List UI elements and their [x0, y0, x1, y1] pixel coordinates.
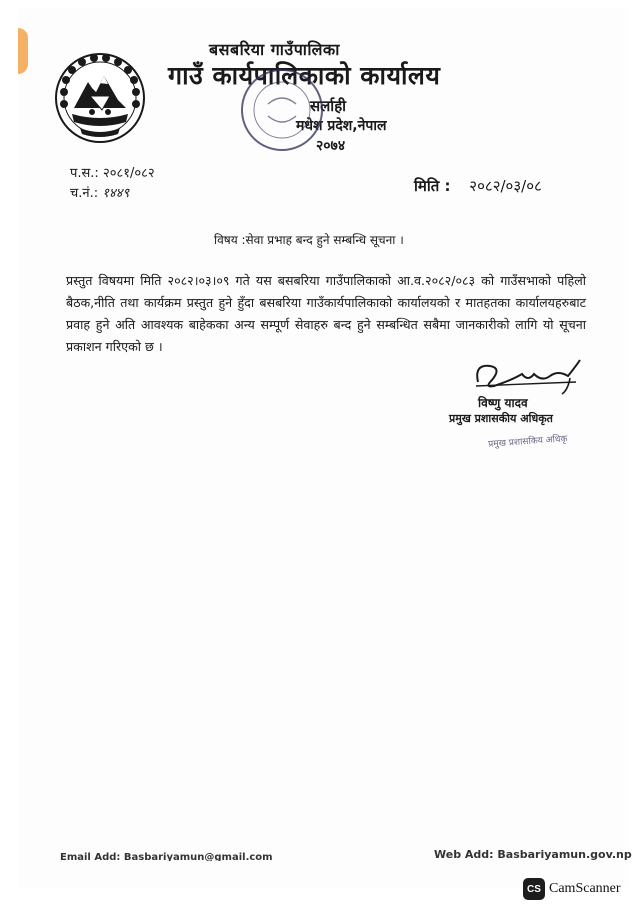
signature-icon [472, 356, 584, 396]
dispatch-number [70, 183, 129, 201]
date-value: २०८२/०३/०८ [469, 177, 542, 195]
office-title: गाउँ कार्यपालिकाको कार्यालय [168, 61, 441, 90]
dispatch-label: च.नं.: [70, 186, 99, 201]
subject-line: विषय :सेवा प्रभाह बन्द हुने सम्बन्धि सूचना । [214, 233, 404, 247]
signatory-title: प्रमुख प्रशासकीय अधिकृत [449, 412, 553, 425]
address-province: मधेश प्रदेश,नेपाल [296, 118, 387, 134]
camscanner-icon: CS [523, 878, 545, 900]
camscanner-watermark [523, 878, 621, 900]
nepal-emblem-icon [54, 52, 146, 144]
dispatch-value: १४४९ [102, 186, 130, 201]
camscanner-label: CamScanner [549, 881, 621, 896]
established-year: २०७४ [316, 138, 346, 154]
organization-name: बसबरिया गाउँपालिका [209, 40, 340, 59]
address-district: सर्लाही [310, 97, 347, 115]
scan-artifact [18, 28, 28, 74]
signatory-name: विष्णु यादव [478, 396, 528, 410]
notice-body: प्रस्तुत विषयमा मिति २०८२।०३।०९ गते यस बसबरिया गाउँपालिकाको आ.व.२०८२/०८३ को गाउँसभाको पहिलो बैठक,नीति तथा कार्यक्रम प्रस्तुत हुने हुँदा बसबरिया गाउँकार्यपालिकाको कार्यालयको र मातहतका कार्यालयहरुबाट प्रवाह हुने अति आवश्यक बाहेकका अन्य सम्पूर्ण सेवाहरु बन्द हुने सम्बन्धित सबैमा जानकारीको लागि यो सूचना प्रकाशन गरिएको छ । [66, 273, 586, 354]
reference-number [70, 163, 155, 181]
letter-date [414, 176, 542, 196]
footer-email: Email Add: Basbariyamun@gmail.com [60, 852, 273, 861]
footer-website: Web Add: Basbariyamun.gov.np [434, 848, 632, 861]
date-label: मिति : [414, 177, 451, 195]
reference-value: २०८१/०८२ [102, 166, 155, 181]
reference-label: प.स.: [70, 166, 99, 181]
designation-seal: प्रमुख प्रशासकिय अधिकृ [487, 434, 568, 450]
office-stamp-icon [238, 66, 326, 154]
